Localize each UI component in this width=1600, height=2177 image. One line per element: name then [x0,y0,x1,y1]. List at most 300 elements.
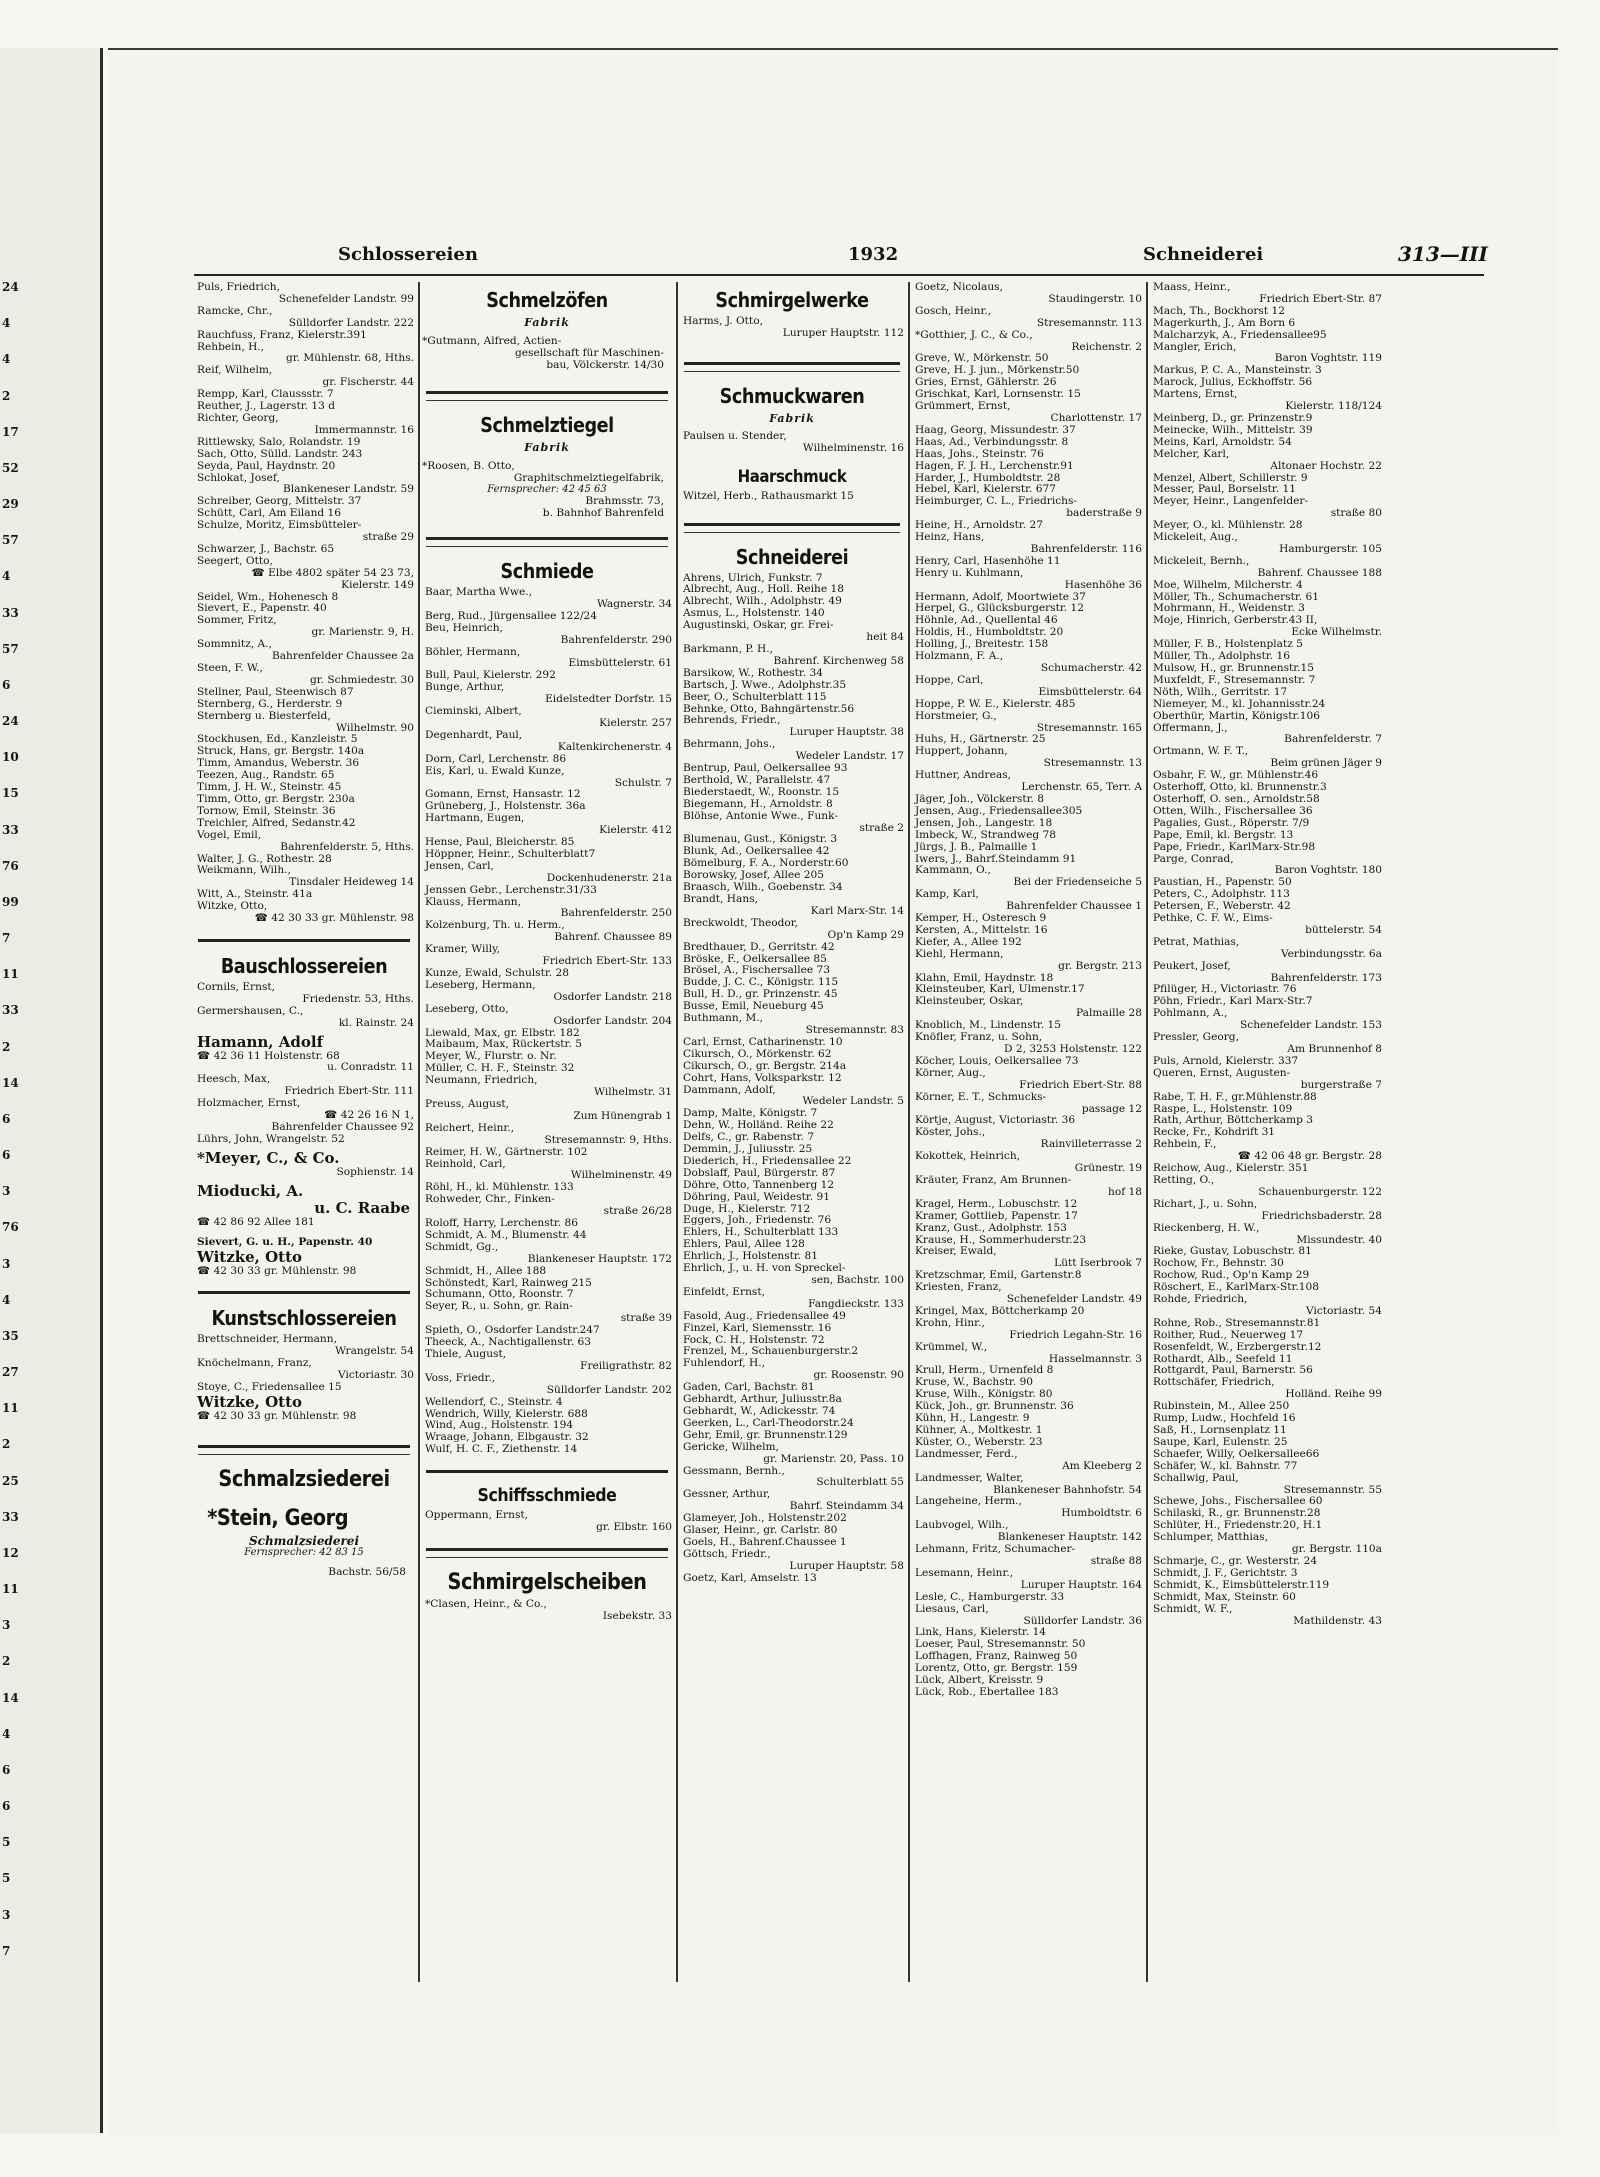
entry-address: Reichenstr. 2 [1071,340,1142,353]
entry-name: Müller, Th., Adolphstr. 16 [1153,650,1290,663]
entry-name: Döhre, Otto, Tannenberg 12 [683,1178,835,1191]
directory-entry [680,1287,904,1311]
entry-name: Seyda, Paul, Haydnstr. 20 [197,459,336,472]
directory-entry [1150,830,1382,842]
entry-name: Pfilüger, H., Victoriastr. 76 [1153,983,1297,996]
page-fragment: 99 [2,894,19,909]
entry-name: Böhler, Hermann, [425,645,521,658]
entry-address: Bahrenfelderstr. 5, Hths. [280,840,414,853]
directory-entry [422,1242,672,1266]
ad-line: *Gutmann, Alfred, Actien- [422,335,562,347]
entry-name: Behnke, Otto, Bahngärtenstr.56 [683,702,855,715]
entry-name: Huttner, Andreas, [915,769,1012,782]
ad-line: Graphitschmelztiegelfabrik, [513,472,664,484]
entry-name: Peukert, Josef, [1153,959,1231,972]
page-fragment: 33 [2,822,19,837]
entry-address: Friedrich Ebert-Str. 87 [1259,292,1382,305]
entry-name: Huppert, Johann, [915,745,1008,758]
entry-name: Klahn, Emil, Haydnstr. 18 [915,971,1054,984]
header-rule [194,274,1484,276]
entry-name: Schumann, Otto, Roonstr. 7 [425,1288,574,1301]
entry-address: Baron Voghtstr. 119 [1274,352,1382,365]
entry-name: Rottschäfer, Friedrich, [1153,1376,1275,1389]
directory-entry [194,818,414,830]
directory-entry [912,1092,1142,1116]
entry-address: gr. Marienstr. 9, H. [311,626,414,639]
entry-name: Jäger, Joh., Völckerstr. 8 [915,792,1044,805]
directory-entry [912,1592,1142,1604]
directory-entry [422,1194,672,1218]
directory-entry [194,1006,414,1030]
page-fragment: 4 [2,569,11,584]
directory-entry [680,799,904,811]
entry-name: Oberthür, Martin, Königstr.106 [1153,709,1320,722]
page-fragment: 3 [2,1907,11,1922]
column-3 [680,282,904,2072]
directory-entry [1150,1294,1382,1318]
section-title: Haarschmuck [737,466,847,487]
entry-address: Staudingerstr. 10 [1048,292,1142,305]
entry-name: Oppermann, Ernst, [425,1509,529,1522]
entry-name: Reinhold, Carl, [425,1157,506,1170]
directory-entry [422,944,672,968]
directory-entry [1150,437,1382,449]
entry-address: Bahrenfelder Chaussee 2a [271,650,414,663]
entry-address: D 2, 3253 Holstenstr. 122 [1003,1043,1142,1055]
entry-address: straße 39 [620,1312,672,1325]
entry-address: Baron Voghtstr. 180 [1274,864,1382,877]
directory-entry [912,306,1142,330]
entry-name: Bunge, Arthur, [425,681,505,694]
schmirgelscheiben-list [422,1599,672,1623]
directory-entry [912,1223,1142,1235]
entry-name: Knöchelmann, Franz, [197,1357,312,1370]
entry-name: Mohrmann, H., Weidenstr. 3 [1153,602,1305,615]
page-fragment: 6 [2,1799,11,1814]
directory-entry [1150,1592,1382,1604]
entry-name: Meyer, O., kl. Mühlenstr. 28 [1153,519,1303,532]
section-divider [426,1548,668,1551]
entry-name: Puls, Friedrich, [197,282,280,293]
section-divider [684,523,900,526]
directory-entry [680,1049,904,1061]
entry-name: Albrecht, Aug., Holl. Reihe 18 [683,583,844,596]
ad-phone: ☎ 42 86 92 Allee 181 [197,1215,315,1228]
directory-entry [912,889,1142,913]
entry-name: Küster, O., Weberstr. 23 [915,1435,1043,1448]
entry-name: Sternberg u. Biesterfeld, [197,709,331,722]
directory-entry [194,711,414,735]
directory-entry [1150,1318,1382,1330]
entry-name: Krohn, Hinr., [915,1316,985,1329]
entry-name: Jenssen Gebr., Lerchenstr.31/33 [425,883,597,896]
entry-address: Bahrenfelder Chaussee 92 [271,1121,414,1133]
entry-name: Roloff, Harry, Lerchenstr. 86 [425,1217,579,1230]
entry-name: Müller, C. H. F., Steinstr. 32 [425,1062,575,1075]
entry-address: Bahrenfelderstr. 116 [1030,542,1142,555]
directory-entry [912,818,1142,830]
directory-entry [912,1496,1142,1520]
entry-address: ☎ 42 30 33 gr. Mühlenstr. 98 [254,912,414,925]
directory-entry [680,1061,904,1073]
directory-entry [912,282,1142,306]
entry-address: gr. Fischerstr. 44 [322,376,414,389]
directory-entry [194,437,414,449]
entry-name: Retting, O., [1153,1173,1215,1186]
entry-address: Bahrenf. Chaussee 89 [554,931,672,944]
directory-entry [680,1180,904,1192]
entry-name: Delfs, C., gr. Rabenstr. 7 [683,1131,814,1144]
directory-entry [194,865,414,889]
entry-name: Lesle, C., Hamburgerstr. 33 [915,1590,1065,1603]
page-fragment: 14 [2,1075,19,1090]
entry-name: Brandt, Hans, [683,893,758,905]
directory-entry [912,865,1142,889]
directory-entry [680,1192,904,1204]
entry-name: Gebhardt, Arthur, Juliusstr.8a [683,1393,842,1406]
entry-name: Germershausen, C., [197,1004,304,1017]
section-divider [684,532,900,533]
entry-name: Gries, Ernst, Gählerstr. 26 [915,376,1057,389]
section-title: Kunstschlossereien [211,1306,397,1331]
entry-name: Göttsch, Friedr., [683,1547,771,1560]
entry-name: Pressler, Georg, [1153,1031,1239,1044]
entry-name: Paustian, H., Papenstr. 50 [1153,876,1292,889]
ad-name: Hamann, Adolf [197,1032,324,1051]
directory-entry [680,1263,904,1287]
directory-entry [194,413,414,437]
entry-name: *Clasen, Heinr., & Co., [425,1597,547,1610]
entry-name: Lorentz, Otto, gr. Bergstr. 159 [915,1662,1078,1675]
section-divider [198,939,410,942]
section-title: Schiffsschmiede [477,1485,617,1507]
entry-address: Luruper Hauptstr. 164 [1020,1578,1142,1591]
entry-name: Heinz, Hans, [915,531,985,544]
page-fragment: 11 [2,1401,19,1416]
entry-name: Holzmacher, Ernst, [197,1097,301,1110]
entry-address: Dockenhudenerstr. 21a [546,871,672,884]
directory-entry [422,1444,672,1456]
entry-name: Buthmann, M., [683,1012,764,1025]
entry-name: Seyer, R., u. Sohn, gr. Rain- [425,1300,573,1313]
entry-name: Reichow, Aug., Kielerstr. 351 [1153,1162,1309,1175]
entry-name: Dobslaff, Paul, Bürgerstr. 87 [683,1166,836,1179]
entry-name: Schlüter, H., Friedenstr.20, H.1 [1153,1519,1323,1532]
entry-address: Wagnerstr. 34 [596,597,672,610]
directory-entry [194,615,414,639]
directory-entry [1150,318,1382,330]
entry-name: Kemper, H., Osteresch 9 [915,912,1047,925]
entry-name: Rothardt, Alb., Seefeld 11 [1153,1352,1293,1365]
entry-name: Dammann, Adolf, [683,1083,776,1096]
directory-entry [1150,1330,1382,1342]
entry-address: Bahrenfelderstr. 173 [1270,971,1382,984]
ad-phone: Fernsprecher: 42 83 15 [244,1546,364,1558]
entry-name: Bull, H. D., gr. Prinzenstr. 45 [683,988,838,1001]
page-fragment: 76 [2,858,19,873]
entry-address: Victoriastr. 54 [1306,1304,1382,1317]
entry-address: Friedrich Ebert-Str. 111 [284,1085,414,1098]
page-fragment: 25 [2,1473,19,1488]
entry-name: Kreiser, Ewald, [915,1245,997,1258]
entry-address: Friedrich Ebert-Str. 88 [1019,1078,1142,1091]
entry-name: Laubvogel, Wilh., [915,1519,1009,1532]
entry-address: gr. Roosenstr. 90 [813,1369,904,1382]
entry-name: Timm, Otto, gr. Bergstr. 230a [197,792,355,805]
entry-name: Körner, Aug., [915,1066,986,1079]
entry-name: Kranz, Gust., Adolphstr. 153 [915,1221,1067,1234]
entry-name: Langeheine, Herm., [915,1495,1022,1508]
directory-entry [680,1573,904,1585]
directory-entry [422,766,672,790]
entry-name: Maibaum, Max, Rückertstr. 5 [425,1038,582,1051]
entry-address: Stresemannstr. 165 [1036,721,1142,734]
entry-name: Seegert, Otto, [197,554,273,567]
directory-entry [194,806,414,818]
entry-name: Petersen, F., Weberstr. 42 [1153,900,1291,913]
entry-name: Walter, J. G., Rothestr. 28 [197,852,332,865]
entry-name: Haag, Georg, Missundestr. 37 [915,423,1076,436]
directory-entry [1150,1139,1382,1163]
entry-name: Schilaski, R., gr. Brunnenstr.28 [1153,1507,1321,1520]
entry-name: Frenzel, M., Schauenburgerstr.2 [683,1345,859,1358]
entry-name: Schmidt, A. M., Blumenstr. 44 [425,1228,587,1241]
entry-name: Berthold, W., Parallelstr. 47 [683,773,831,786]
entry-name: Glaser, Heinr., gr. Carlstr. 80 [683,1524,838,1537]
page-fragment: 3 [2,1184,11,1199]
directory-entry [912,568,1142,592]
entry-address: straße 2 [859,821,904,834]
directory-entry [422,1004,672,1028]
directory-entry [680,644,904,668]
entry-name: Rosenfeldt, W., Erzbergerstr.12 [1153,1340,1322,1353]
directory-entry [680,894,904,918]
directory-entry [912,1687,1142,1699]
entry-name: Stockhusen, Ed., Kanzleistr. 5 [197,733,358,746]
entry-address: Schulstr. 7 [614,776,672,789]
entry-address: Wilhelminenstr. 16 [802,441,904,454]
entry-name: Voss, Friedr., [425,1371,496,1384]
entry-name: Schlokat, Josef, [197,471,280,484]
entry-name: Borowsky, Josef, Allee 205 [683,869,825,882]
entry-name: Magerkurth, J., Am Born 6 [1153,316,1296,329]
entry-name: Moje, Hinrich, Gerberstr.43 II, [1153,614,1318,627]
section-divider [198,1445,410,1448]
directory-entry [1150,532,1382,556]
entry-address: Fangdieckstr. 133 [808,1297,904,1310]
directory-entry [912,1318,1142,1342]
entry-name: Schäfer, W., kl. Bahnstr. 77 [1153,1459,1298,1472]
directory-entry [680,1073,904,1085]
directory-entry [912,949,1142,973]
directory-entry [422,1099,672,1123]
entry-name: Goetz, Karl, Amselstr. 13 [683,1571,817,1584]
entry-name: Meins, Karl, Arnoldstr. 54 [1153,435,1292,448]
entry-name: Hagen, F. J. H., Lerchenstr.91 [915,459,1074,472]
entry-address: Eimsbüttelerstr. 61 [568,657,672,670]
entry-name: Gaden, Carl, Bachstr. 81 [683,1381,815,1394]
entry-name: Moe, Wilhelm, Milcherstr. 4 [1153,578,1303,591]
entry-address: Kielerstr. 149 [341,578,414,591]
entry-name: Fasold, Aug., Friedensallee 49 [683,1309,846,1322]
entry-name: Sievert, E., Papenstr. 40 [197,602,327,615]
entry-name: Müller, F. B., Holstenplatz 5 [1153,638,1303,651]
entry-name: Augustinski, Oskar, gr. Frei- [683,619,834,632]
directory-entry [1150,1342,1382,1354]
entry-name: Lesemann, Heinr., [915,1566,1014,1579]
schiffsschmiede-list [422,1510,672,1534]
directory-entry [422,885,672,897]
directory-entry [194,473,414,497]
ad-name: *Meyer, C., & Co. [197,1148,340,1167]
entry-name: Rump, Ludw., Hochfeld 16 [1153,1412,1296,1425]
entry-name: Kleinsteuber, Oskar, [915,995,1024,1008]
entry-name: Lehmann, Fritz, Schumacher- [915,1543,1076,1556]
directory-entry [680,1085,904,1109]
directory-entry [912,1520,1142,1544]
entry-name: Richter, Georg, [197,411,279,424]
entry-address: gr. Mühlenstr. 68, Hths. [285,352,414,365]
directory-entry [1150,1461,1382,1473]
entry-name: Duge, H., Kielerstr. 712 [683,1202,811,1215]
directory-entry [912,461,1142,473]
directory-entry [680,668,904,680]
entry-name: Imbeck, W., Strandweg 78 [915,828,1056,841]
entry-name: Biegemann, H., Arnoldstr. 8 [683,797,833,810]
ad-address: u. Conradstr. 11 [327,1061,414,1074]
entry-name: Damp, Malte, Königstr. 7 [683,1107,818,1120]
entry-address: hof 18 [1108,1185,1142,1198]
directory-entry [422,1301,672,1325]
entry-address: Schauenburgerstr. 122 [1258,1185,1382,1198]
schmiede-list [422,587,672,1456]
entry-name: Osterhoff, Otto, kl. Brunnenstr.3 [1153,781,1327,794]
entry-address: Wilhelminenstr. 49 [570,1169,672,1182]
entry-name: Kretzschmar, Emil, Gartenstr.8 [915,1269,1082,1282]
entry-name: Ehlers, Paul, Allee 128 [683,1238,805,1251]
directory-entry [912,1473,1142,1497]
entry-address: Rainvilleterrasse 2 [1040,1138,1142,1151]
entry-name: Rempp, Karl, Claussstr. 7 [197,388,334,401]
entry-address: Blankeneser Hauptstr. 172 [527,1252,672,1265]
page-fragment: 33 [2,605,19,620]
entry-address: ☎ 42 06 48 gr. Bergstr. 28 [1237,1150,1382,1163]
entry-name: Köster, Johs., [915,1126,986,1139]
entry-name: Meyer, W., Flurstr. o. Nr. [425,1050,557,1063]
directory-entry [912,1604,1142,1628]
entry-name: Lück, Rob., Ebertallee 183 [915,1685,1059,1698]
directory-entry [680,680,904,692]
schmuckwaren-list [680,431,904,455]
entry-name: Herpel, G., Glücksburgerstr. 12 [915,602,1084,615]
page-fragment: 3 [2,1618,11,1633]
entry-name: Wulf, H. C. F., Ziethenstr. 14 [425,1443,578,1456]
entry-name: Kamp, Karl, [915,888,979,901]
entry-address: straße 80 [1330,507,1382,520]
directory-entry [422,980,672,1004]
directory-entry [912,937,1142,949]
directory-entry [912,711,1142,735]
entry-name: Möller, Th., Schumacherstr. 61 [1153,590,1319,603]
page-fragment: 57 [2,641,19,656]
entry-address: Bahrenfelderstr. 250 [560,907,672,920]
ad-line: *Roosen, B. Otto, [422,460,515,472]
entry-name: Mach, Th., Bockhorst 12 [1153,304,1285,317]
directory-entry [422,1373,672,1397]
directory-entry [1150,746,1382,770]
directory-entry [912,806,1142,818]
entry-name: Jensen, Carl, [425,859,494,872]
entry-address: burgerstraße 7 [1300,1078,1382,1091]
entry-name: Henry u. Kuhlmann, [915,566,1024,579]
entry-name: Kiehl, Hermann, [915,947,1004,960]
directory-entry [422,1147,672,1159]
directory-entry [194,901,414,925]
section-subtitle: Fabrik [524,441,570,454]
entry-address: Victoriastr. 30 [338,1369,414,1382]
entry-name: Maass, Heinr., [1153,282,1231,293]
entry-name: Bentrup, Paul, Oelkersallee 93 [683,762,848,775]
entry-name: Osbahr, F. W., gr. Mühlenstr.46 [1153,769,1319,782]
directory-entry [422,623,672,647]
directory-entry [422,1349,672,1373]
entry-name: Bredthauer, D., Gerritstr. 42 [683,940,835,953]
entry-name: Schewe, Johs., Fischersallee 60 [1153,1495,1323,1508]
entry-name: Barsikow, W., Rothestr. 34 [683,666,823,679]
section-divider [426,537,668,540]
directory-entry [680,811,904,835]
directory-entry [194,1358,414,1382]
entry-name: Knoblich, M., Lindenstr. 15 [915,1019,1062,1032]
previous-page-edge [0,48,103,2133]
schmirgelwerke-list [680,316,904,340]
section-title: Schmalzsiederei [218,1466,390,1492]
entry-address: Holländ. Reihe 99 [1285,1388,1382,1401]
directory-entry [1150,818,1382,830]
directory-entry [912,1246,1142,1270]
directory-entry [1150,1580,1382,1592]
directory-entry [912,746,1142,770]
entry-name: Budde, J. C. C., Königstr. 115 [683,976,839,989]
directory-entry [912,330,1142,354]
entry-address: Kielerstr. 412 [599,824,672,837]
section-title: Bauschlossereien [220,953,388,978]
directory-entry [422,611,672,623]
entry-name: Rohne, Rob., Stresemannstr.81 [1153,1316,1321,1329]
entry-name: Dorn, Carl, Lerchenstr. 86 [425,752,567,765]
entry-name: Rohweder, Chr., Finken- [425,1193,555,1206]
entry-name: Sach, Otto, Sülld. Landstr. 243 [197,447,363,460]
entry-name: Höppner, Heinr., Schulterblatt7 [425,847,596,860]
entry-address: Mathildenstr. 43 [1293,1614,1382,1627]
directory-entry [680,739,904,763]
directory-entry: Sievert, G. u. H., Papenstr. 40 [197,1235,373,1248]
page-fragment: 5 [2,1835,11,1850]
entry-name: Malcharzyk, A., Friedensallee95 [1153,328,1327,341]
entry-name: Klauss, Hermann, [425,895,521,908]
directory-entry [422,1123,672,1147]
directory-entry [194,663,414,687]
directory-entry [422,920,672,944]
page-fragment: 6 [2,1148,11,1163]
section-divider [426,400,668,401]
entry-name: Raspe, L., Holstenstr. 109 [1153,1102,1293,1115]
entry-name: Preuss, August, [425,1097,510,1110]
entry-name: Barkmann, P. H., [683,642,774,655]
entry-address: Stresemannstr. 55 [1283,1483,1382,1496]
entry-name: Ortmann, W. F. T., [1153,745,1249,758]
entry-name: Fuhlendorf, H., [683,1357,765,1370]
